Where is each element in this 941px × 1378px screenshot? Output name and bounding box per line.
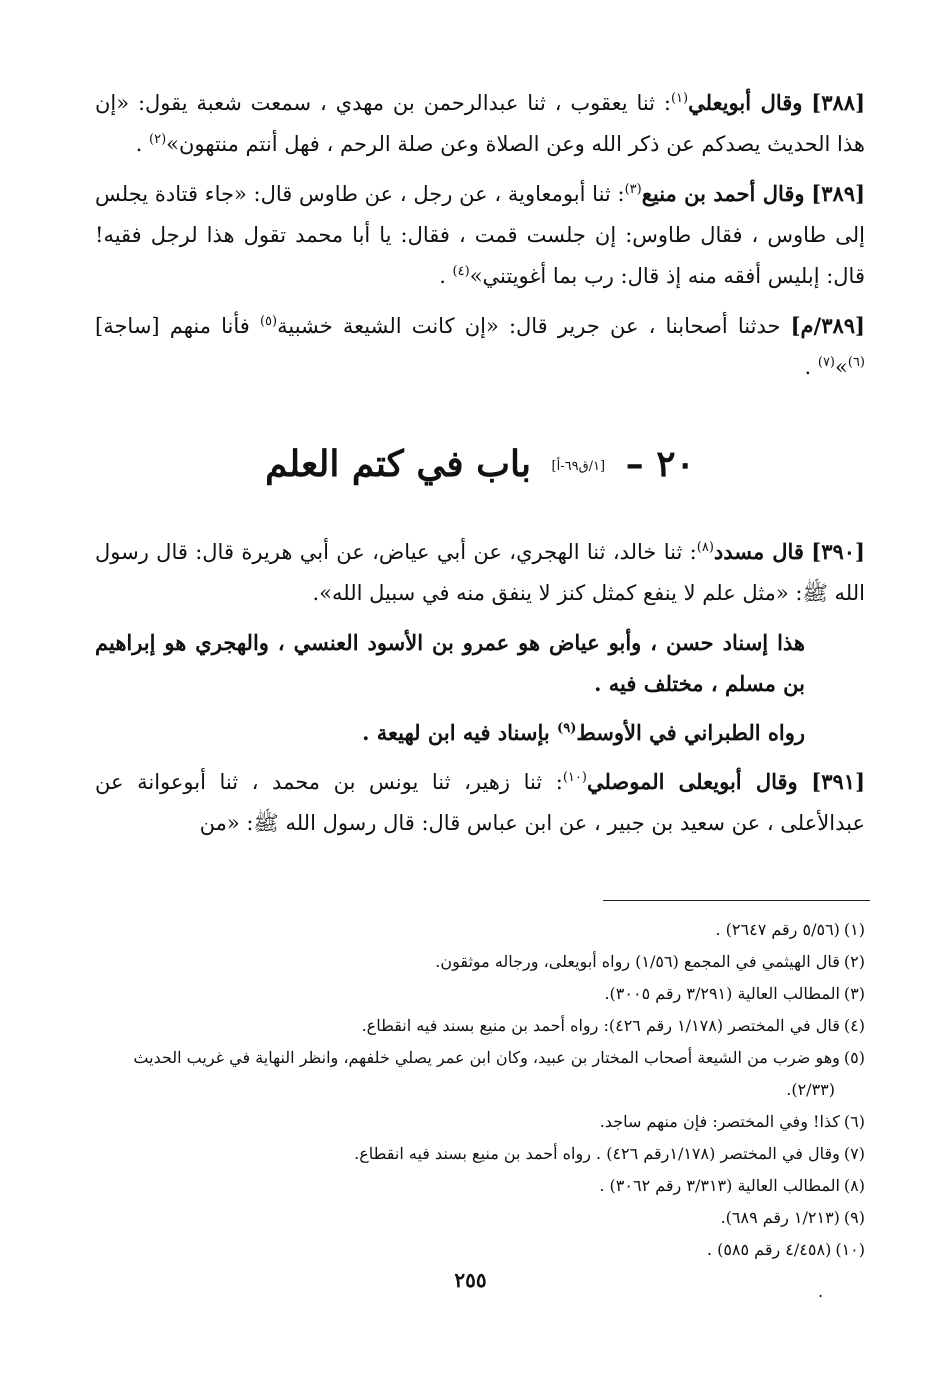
page-number: ٢٥٥ xyxy=(454,1268,487,1292)
narrator-lead: وقال أحمد بن منيع xyxy=(641,181,805,206)
paragraph-end: . xyxy=(804,355,818,379)
hadith-text: » xyxy=(835,355,848,379)
footnote-item xyxy=(95,946,865,978)
paragraph-389 xyxy=(95,173,865,297)
commentary-source xyxy=(95,712,865,753)
footnote-label: (٩) xyxy=(843,1208,865,1227)
footnote-item xyxy=(95,914,865,946)
footnote-item xyxy=(95,1202,865,1234)
paragraph-389m xyxy=(95,305,865,388)
footnote-divider xyxy=(603,900,870,901)
narrator-lead: وقال أبويعلي xyxy=(688,90,803,115)
footnote-label: (١) xyxy=(843,920,865,939)
footnote-text: وهو ضرب من الشيعة أصحاب المختار بن عبيد، وكان ابن عمر يصلي خلفهم، وانظر النهاية في غريب الحديث (٢/٣٣). xyxy=(133,1048,840,1099)
footnote-ref[interactable]: (٣) xyxy=(624,182,642,197)
paragraph-390 xyxy=(95,531,865,614)
footnote-item xyxy=(95,978,865,1010)
footnote-text: قال في المختصر (١/١٧٨ رقم ٤٢٦): رواه أحمد بن منيع بسند فيه انقطاع. xyxy=(361,1016,840,1035)
hadith-text: : ثنا زهير، ثنا يونس بن محمد ، ثنا أبوعوانة عن عبدالأعلى ، عن سعيد بن جبير ، عن ابن عباس قال: قال رسول الله ﷺ: «من xyxy=(95,770,865,835)
manuscript-ref: [١/ق٦٩-أ] xyxy=(551,459,606,474)
footnote-label: (٢) xyxy=(843,952,865,971)
hadith-text: حدثنا أصحابنا ، عن جرير قال: «إن كانت الشيعة خشبية xyxy=(277,314,791,338)
hadith-number: [٣٩١] xyxy=(811,769,865,794)
chapter-heading xyxy=(95,440,865,491)
footnote-text: (١/٢١٣ رقم ٦٨٩). xyxy=(720,1208,840,1227)
footnote-ref[interactable]: (١) xyxy=(670,91,689,106)
footnote-ref[interactable]: (٥) xyxy=(259,314,278,329)
paragraph-end: . xyxy=(439,264,453,288)
footnotes xyxy=(95,914,865,1266)
footnote-item xyxy=(95,1138,865,1170)
commentary-text: رواه الطبراني في الأوسط xyxy=(576,720,805,745)
narrator-lead: وقال أبويعلى الموصلي xyxy=(586,769,798,794)
footnote-label: (٧) xyxy=(843,1144,865,1163)
footnote-ref[interactable]: (٦) xyxy=(847,355,865,370)
hadith-number: [٣٨٩/م] xyxy=(790,313,865,338)
footnote-item xyxy=(95,1170,865,1202)
commentary-text: بإسناد فيه ابن لهيعة . xyxy=(362,720,558,745)
page-body xyxy=(95,82,865,852)
footnote-label: (٨) xyxy=(843,1176,865,1195)
footnote-ref[interactable]: (٧) xyxy=(817,355,835,370)
hadith-text: : ثنا أبومعاوية ، عن رجل ، عن طاوس قال: «جاء قتادة يجلس إلى طاوس ، فقال طاوس: إن جلست قمت ، فقال: يا أبا محمد تقول هذا لرجل فقيه! قال: إبليس أفقه منه إذ قال: رب بما أغويتني» xyxy=(95,182,865,288)
footnote-ref[interactable]: (١٠) xyxy=(562,770,587,785)
footnote-ref[interactable]: (٩) xyxy=(557,721,577,736)
hadith-number: [٣٩٠] xyxy=(811,539,865,564)
footnote-text: (٤/٤٥٨ رقم ٥٨٥) . xyxy=(706,1240,832,1259)
footnote-item xyxy=(95,1106,865,1138)
footnote-item xyxy=(95,1234,865,1266)
footnote-ref[interactable]: (٢) xyxy=(149,132,167,147)
hadith-number: [٣٨٩] xyxy=(811,181,865,206)
footnote-label: (٥) xyxy=(843,1048,865,1067)
hadith-text: فأنا منهم [ساجة] xyxy=(95,314,260,338)
footnote-text: (٥/٥٦ رقم ٢٦٤٧) . xyxy=(715,920,840,939)
paragraph-end: . xyxy=(135,132,150,156)
footnote-item xyxy=(95,1010,865,1042)
hadith-text: : ثنا خالد، ثنا الهجري، عن أبي عياض، عن أبي هريرة قال: قال رسول الله ﷺ: «مثل علم لا ينفع كمثل كنز لا ينفق منه في سبيل الله». xyxy=(95,540,865,605)
scan-dot: . xyxy=(818,1282,824,1301)
chapter-number: ٢٠ – xyxy=(625,443,695,485)
footnote-label: (٦) xyxy=(843,1112,865,1131)
narrator-lead: قال مسدد xyxy=(713,539,804,564)
footnote-item xyxy=(95,1042,865,1106)
footnote-ref[interactable]: (٨) xyxy=(696,540,714,555)
chapter-title: باب في كتم العلم xyxy=(265,443,531,485)
footnote-text: وقال في المختصر (١/١٧٨رقم ٤٢٦) . رواه أحمد بن منيع بسند فيه انقطاع. xyxy=(354,1144,840,1163)
footnote-label: (٤) xyxy=(843,1016,865,1035)
hadith-number: [٣٨٨] xyxy=(811,90,865,115)
paragraph-391 xyxy=(95,761,865,844)
footnote-text: المطالب العالية (٣/٣١٣ رقم ٣٠٦٢) . xyxy=(599,1176,840,1195)
footnote-ref[interactable]: (٤) xyxy=(452,264,470,279)
commentary-isnad: هذا إسناد حسن ، وأبو عياض هو عمرو بن الأسود العنسي ، والهجري هو إبراهيم بن مسلم ، مختلف فيه . xyxy=(95,630,805,696)
footnote-text: كذا! وفي المختصر: فإن منهم ساجد. xyxy=(599,1112,840,1131)
paragraph-388 xyxy=(95,82,865,165)
footnote-label: (١٠) xyxy=(835,1240,865,1259)
footnote-text: المطالب العالية (٣/٢٩١ رقم ٣٠٠٥). xyxy=(604,984,840,1003)
hadith-text: : ثنا يعقوب ، ثنا عبدالرحمن بن مهدي ، سمعت شعبة يقول: «إن هذا الحديث يصدكم عن ذكر الله وعن الصلاة وعن صلة الرحم ، فهل أنتم منتهون» xyxy=(95,91,865,156)
footnote-label: (٣) xyxy=(843,984,865,1003)
footnote-text: قال الهيثمي في المجمع (١/٥٦) رواه أبويعلى، ورجاله موثقون. xyxy=(435,952,840,971)
